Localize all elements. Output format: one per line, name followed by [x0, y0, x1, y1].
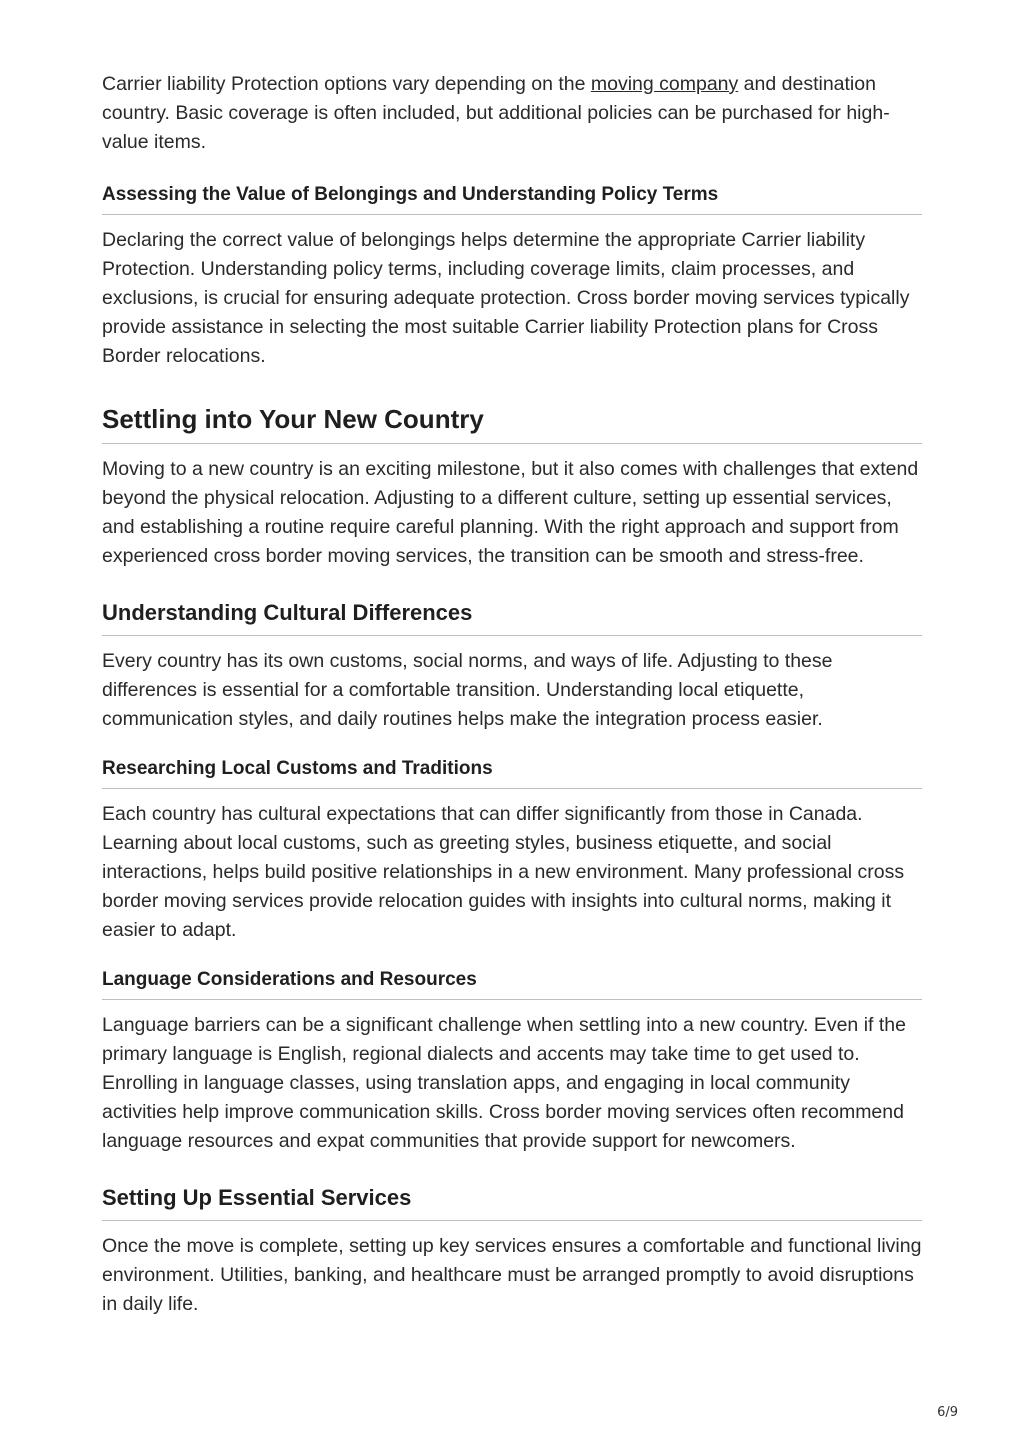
section-heading-local-customs: Researching Local Customs and Traditions	[102, 757, 922, 789]
section-heading-settling: Settling into Your New Country	[102, 403, 922, 444]
intro-text-after-link: and destination country. Basic coverage is often included, but additional policies can be purchased for high-value items.	[102, 73, 890, 153]
section-paragraph-cultural-differences: Every country has its own customs, social norms, and ways of life. Adjusting to these differences is essential for a comfortable transition. Understanding local etiquette, communication styles, and daily routines helps make the integration process easier.	[102, 650, 833, 730]
page-number: 6/9	[937, 1405, 958, 1420]
section-heading-cultural-differences: Understanding Cultural Differences	[102, 599, 922, 636]
document-page	[102, 70, 922, 1319]
intro-paragraph	[102, 70, 922, 157]
section-paragraph-language: Language barriers can be a significant challenge when settling into a new country. Even if the primary language is English, regional dialects and accents may take time to get used to. Enrolling in language classes, using translation apps, and engaging in local community activities help improve communication skills. Cross border moving services often recommend language resources and expat communities that provide support for newcomers.	[102, 1014, 906, 1152]
section-heading-essential-services: Setting Up Essential Services	[102, 1184, 922, 1221]
section-heading-language: Language Considerations and Resources	[102, 968, 922, 1000]
section-paragraph-local-customs: Each country has cultural expectations that can differ significantly from those in Canada. Learning about local customs, such as greeting styles, business etiquette, and social interactions, helps build positive relationships in a new environment. Many professional cross border moving services provide relocation guides with insights into cultural norms, making it easier to adapt.	[102, 803, 905, 941]
section-paragraph-settling: Moving to a new country is an exciting milestone, but it also comes with challenges that extend beyond the physical relocation. Adjusting to a different culture, setting up essential services, and establishing a routine require careful planning. With the right approach and support from experienced cross border moving services, the transition can be smooth and stress-free.	[102, 458, 919, 567]
section-paragraph-essential-services: Once the move is complete, setting up key services ensures a comfortable and functional living environment. Utilities, banking, and healthcare must be arranged promptly to avoid disruptions in daily life.	[102, 1235, 922, 1315]
section-paragraph-assessing-value: Declaring the correct value of belongings helps determine the appropriate Carrier liability Protection. Understanding policy terms, including coverage limits, claim processes, and exclusions, is crucial for ensuring adequate protection. Cross border moving services typically provide assistance in selecting the most suitable Carrier liability Protection plans for Cross Border relocations.	[102, 229, 910, 367]
intro-text-before-link: Carrier liability Protection options vary depending on the	[102, 73, 591, 95]
moving-company-link[interactable]: moving company	[590, 73, 739, 95]
section-heading-assessing-value: Assessing the Value of Belongings and Understanding Policy Terms	[102, 183, 922, 215]
